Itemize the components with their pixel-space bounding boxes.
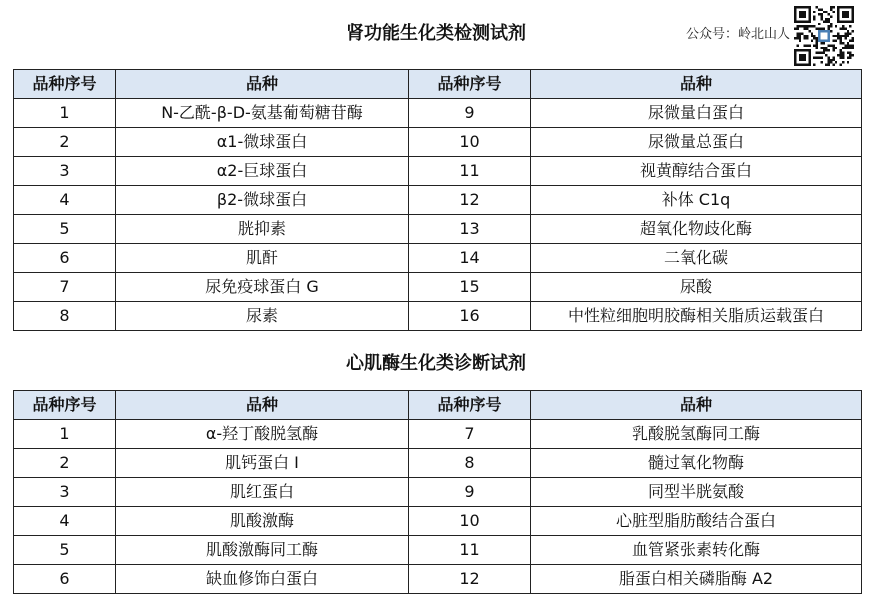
serial-cell: 8 xyxy=(14,302,116,331)
variety-cell: 肌红蛋白 xyxy=(116,478,409,507)
table-row xyxy=(14,186,862,215)
serial-cell: 2 xyxy=(14,128,116,157)
table-row xyxy=(14,128,862,157)
table-row xyxy=(14,273,862,302)
table-row xyxy=(14,99,862,128)
variety-cell: 肌酐 xyxy=(116,244,409,273)
qr-code-icon xyxy=(794,6,854,66)
serial-cell: 4 xyxy=(14,507,116,536)
serial-cell: 6 xyxy=(14,244,116,273)
variety-cell: 超氧化物歧化酶 xyxy=(531,215,862,244)
serial-cell: 11 xyxy=(409,536,531,565)
variety-cell: 视黄醇结合蛋白 xyxy=(531,157,862,186)
serial-cell: 9 xyxy=(409,99,531,128)
table-row xyxy=(14,478,862,507)
serial-cell: 10 xyxy=(409,128,531,157)
cardiac-enzyme-reagents-title: 心肌酶生化类诊断试剂 xyxy=(346,353,526,374)
variety-cell: 补体 C1q xyxy=(531,186,862,215)
variety-cell: 乳酸脱氢酶同工酶 xyxy=(531,420,862,449)
serial-cell: 5 xyxy=(14,215,116,244)
variety-cell: β2-微球蛋白 xyxy=(116,186,409,215)
variety-cell: 尿微量总蛋白 xyxy=(531,128,862,157)
serial-cell: 16 xyxy=(409,302,531,331)
serial-cell: 6 xyxy=(14,565,116,594)
serial-cell: 8 xyxy=(409,449,531,478)
serial-cell: 11 xyxy=(409,157,531,186)
variety-cell: N-乙酰-β-D-氨基葡萄糖苷酶 xyxy=(116,99,409,128)
variety-cell: 尿免疫球蛋白 G xyxy=(116,273,409,302)
header-serial: 品种序号 xyxy=(14,391,116,420)
serial-cell: 1 xyxy=(14,420,116,449)
variety-cell: 二氧化碳 xyxy=(531,244,862,273)
variety-cell: 胱抑素 xyxy=(116,215,409,244)
cardiac-enzyme-reagents-table xyxy=(13,390,862,594)
table-row xyxy=(14,302,862,331)
serial-cell: 12 xyxy=(409,565,531,594)
variety-cell: 同型半胱氨酸 xyxy=(531,478,862,507)
serial-cell: 7 xyxy=(14,273,116,302)
variety-cell: 髓过氧化物酶 xyxy=(531,449,862,478)
variety-cell: 肌酸激酶同工酶 xyxy=(116,536,409,565)
serial-cell: 15 xyxy=(409,273,531,302)
variety-cell: 脂蛋白相关磷脂酶 A2 xyxy=(531,565,862,594)
serial-cell: 3 xyxy=(14,478,116,507)
table-header-row xyxy=(14,391,862,420)
kidney-reagents-table xyxy=(13,69,862,331)
variety-cell: α1-微球蛋白 xyxy=(116,128,409,157)
wechat-account-label: 公众号：岭北山人 xyxy=(685,27,790,42)
table-row xyxy=(14,507,862,536)
header-variety: 品种 xyxy=(116,70,409,99)
variety-cell: 尿素 xyxy=(116,302,409,331)
header-serial: 品种序号 xyxy=(409,70,531,99)
variety-cell: 尿酸 xyxy=(531,273,862,302)
header-serial: 品种序号 xyxy=(409,391,531,420)
table-row xyxy=(14,244,862,273)
serial-cell: 9 xyxy=(409,478,531,507)
variety-cell: α-羟丁酸脱氢酶 xyxy=(116,420,409,449)
serial-cell: 14 xyxy=(409,244,531,273)
serial-cell: 4 xyxy=(14,186,116,215)
header-variety: 品种 xyxy=(116,391,409,420)
kidney-reagents-title: 肾功能生化类检测试剂 xyxy=(346,23,526,44)
variety-cell: 中性粒细胞明胶酶相关脂质运载蛋白 xyxy=(531,302,862,331)
variety-cell: 心脏型脂肪酸结合蛋白 xyxy=(531,507,862,536)
serial-cell: 1 xyxy=(14,99,116,128)
serial-cell: 10 xyxy=(409,507,531,536)
serial-cell: 2 xyxy=(14,449,116,478)
table-row xyxy=(14,565,862,594)
table-row xyxy=(14,215,862,244)
serial-cell: 3 xyxy=(14,157,116,186)
header-serial: 品种序号 xyxy=(14,70,116,99)
table-row xyxy=(14,536,862,565)
variety-cell: α2-巨球蛋白 xyxy=(116,157,409,186)
table-row xyxy=(14,420,862,449)
table-row xyxy=(14,449,862,478)
table-row xyxy=(14,157,862,186)
variety-cell: 肌钙蛋白 I xyxy=(116,449,409,478)
header-variety: 品种 xyxy=(531,70,862,99)
serial-cell: 7 xyxy=(409,420,531,449)
variety-cell: 缺血修饰白蛋白 xyxy=(116,565,409,594)
header-variety: 品种 xyxy=(531,391,862,420)
variety-cell: 肌酸激酶 xyxy=(116,507,409,536)
variety-cell: 尿微量白蛋白 xyxy=(531,99,862,128)
variety-cell: 血管紧张素转化酶 xyxy=(531,536,862,565)
table-header-row xyxy=(14,70,862,99)
serial-cell: 13 xyxy=(409,215,531,244)
serial-cell: 12 xyxy=(409,186,531,215)
serial-cell: 5 xyxy=(14,536,116,565)
